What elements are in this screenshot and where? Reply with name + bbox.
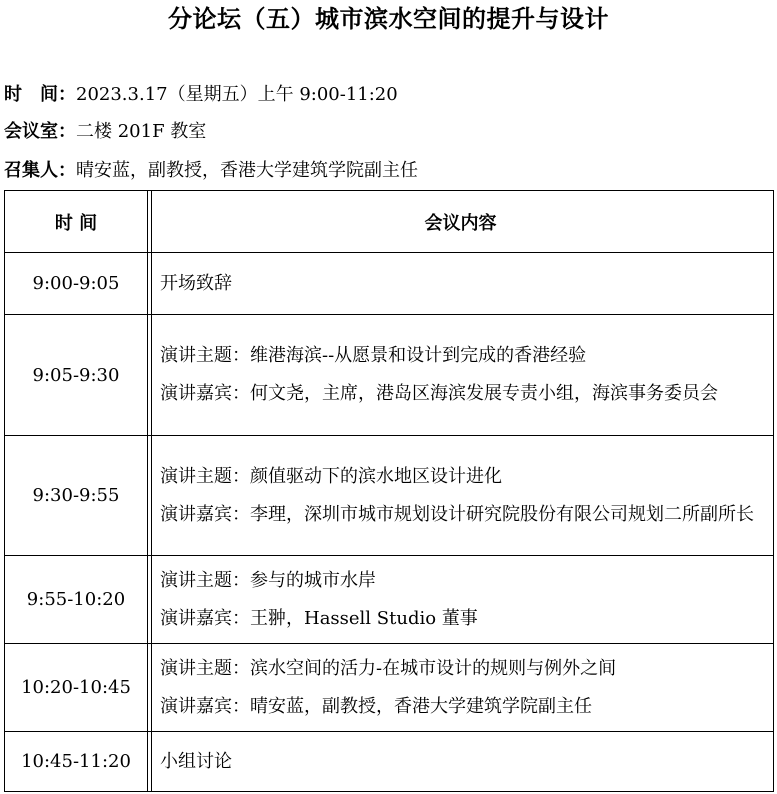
row-content (148, 253, 774, 315)
topic-label: 演讲主题： (160, 569, 250, 591)
row-content-text: 开场致辞 (160, 272, 232, 294)
table-row (5, 556, 774, 644)
table-header-row (5, 191, 774, 253)
schedule-table (4, 190, 774, 792)
guest-text: 李理，深圳市城市规划设计研究院股份有限公司规划二所副所长 (250, 503, 754, 525)
table-row (5, 253, 774, 315)
topic-label: 演讲主题： (160, 657, 250, 679)
topic-line (160, 458, 767, 496)
row-content (148, 436, 774, 556)
guest-text: 晴安蓝，副教授，香港大学建筑学院副主任 (250, 695, 592, 717)
row-time: 9:55-10:20 (5, 556, 148, 644)
guest-label: 演讲嘉宾： (160, 503, 250, 525)
header-content: 会议内容 (148, 191, 774, 253)
row-content (148, 732, 774, 792)
topic-label: 演讲主题： (160, 465, 250, 487)
header-time: 时 间 (5, 191, 148, 253)
row-time: 9:00-9:05 (5, 253, 148, 315)
row-time: 9:30-9:55 (5, 436, 148, 556)
info-convener (4, 158, 418, 184)
info-venue (4, 119, 206, 145)
topic-label: 演讲主题： (160, 345, 250, 366)
topic-line (160, 337, 767, 375)
table-row (5, 436, 774, 556)
row-time: 10:20-10:45 (5, 644, 148, 732)
guest-text: 何文尧，主席，港岛区海滨发展专责小组，海滨事务委员会 (250, 383, 718, 404)
page-title: 分论坛（五）城市滨水空间的提升与设计 (168, 5, 609, 33)
row-content-text: 小组讨论 (160, 750, 232, 772)
topic-text: 参与的城市水岸 (250, 569, 376, 591)
venue-value: 二楼 201F 教室 (76, 121, 207, 142)
topic-line (160, 650, 767, 688)
guest-label: 演讲嘉宾： (160, 383, 250, 404)
topic-line (160, 562, 767, 600)
topic-text: 滨水空间的活力-在城市设计的规则与例外之间 (250, 657, 617, 679)
table-row (5, 644, 774, 732)
venue-label: 会议室： (4, 121, 76, 142)
time-value: 2023.3.17（星期五）上午 9:00-11:20 (76, 84, 398, 105)
row-content (148, 644, 774, 732)
convener-value: 晴安蓝，副教授，香港大学建筑学院副主任 (76, 160, 418, 181)
row-time: 9:05-9:30 (5, 315, 148, 436)
table-row (5, 315, 774, 436)
convener-label: 召集人： (4, 160, 76, 181)
guest-line (160, 688, 767, 726)
guest-line (160, 375, 767, 413)
topic-text: 颜值驱动下的滨水地区设计进化 (250, 465, 502, 487)
info-time (4, 82, 398, 108)
guest-label: 演讲嘉宾： (160, 695, 250, 717)
time-label: 时 间： (4, 84, 76, 105)
row-time: 10:45-11:20 (5, 732, 148, 792)
row-content (148, 315, 774, 436)
guest-text: 王翀，Hassell Studio 董事 (250, 607, 478, 629)
topic-text: 维港海滨--从愿景和设计到完成的香港经验 (250, 345, 587, 366)
guest-line (160, 496, 767, 534)
guest-label: 演讲嘉宾： (160, 607, 250, 629)
table-row (5, 732, 774, 792)
guest-line (160, 600, 767, 638)
row-content (148, 556, 774, 644)
